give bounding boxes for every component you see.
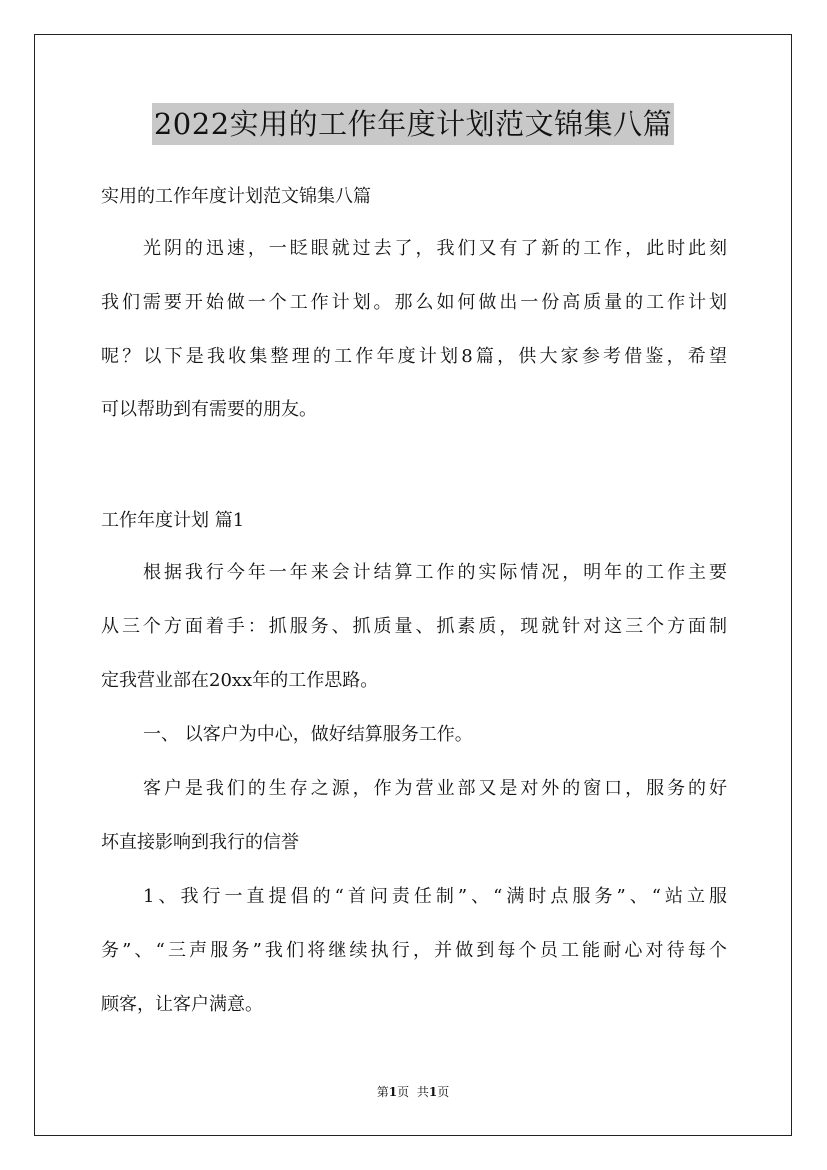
paragraph-line: 从三个方面着手：抓服务、抓质量、抓素质，现就针对这三个方面制 bbox=[101, 616, 727, 637]
document-title: 2022实用的工作年度计划范文锦集八篇 bbox=[152, 103, 674, 145]
paragraph-line: 1、我行一直提倡的“首问责任制”、“满时点服务”、“站立服 bbox=[143, 886, 727, 907]
point-heading: 一、 以客户为中心，做好结算服务工作。 bbox=[143, 724, 473, 745]
document-page bbox=[34, 34, 792, 1136]
document-title-wrap bbox=[35, 103, 791, 145]
paragraph-line: 坏直接影响到我行的信誉 bbox=[101, 832, 299, 853]
paragraph-line: 定我营业部在20xx年的工作思路。 bbox=[101, 670, 379, 691]
paragraph-line: 根据我行今年一年来会计结算工作的实际情况，明年的工作主要 bbox=[143, 562, 727, 583]
total-label: 页 bbox=[437, 1085, 450, 1099]
section-heading: 工作年度计划 篇1 bbox=[101, 510, 245, 531]
intro-line-2: 我们需要开始做一个工作计划。那么如何做出一份高质量的工作计划 bbox=[101, 292, 727, 313]
intro-line-1: 光阴的迅速，一眨眼就过去了，我们又有了新的工作，此时此刻 bbox=[143, 238, 727, 259]
paragraph-line: 务”、“三声服务”我们将继续执行，并做到每个员工能耐心对待每个 bbox=[101, 940, 727, 961]
total-prefix: 共 bbox=[416, 1085, 429, 1099]
total-pages: 1 bbox=[428, 1085, 438, 1099]
subtitle: 实用的工作年度计划范文锦集八篇 bbox=[101, 186, 371, 207]
paragraph-line: 客户是我们的生存之源，作为营业部又是对外的窗口，服务的好 bbox=[143, 778, 727, 799]
page-number: 1 bbox=[388, 1085, 398, 1099]
intro-line-4: 可以帮助到有需要的朋友。 bbox=[101, 399, 317, 420]
page-label: 页 bbox=[397, 1085, 410, 1099]
page-prefix: 第 bbox=[376, 1085, 389, 1099]
intro-line-3: 呢？以下是我收集整理的工作年度计划8篇，供大家参考借鉴，希望 bbox=[101, 346, 727, 367]
page-footer bbox=[35, 1084, 791, 1100]
paragraph-line: 顾客，让客户满意。 bbox=[101, 994, 263, 1015]
